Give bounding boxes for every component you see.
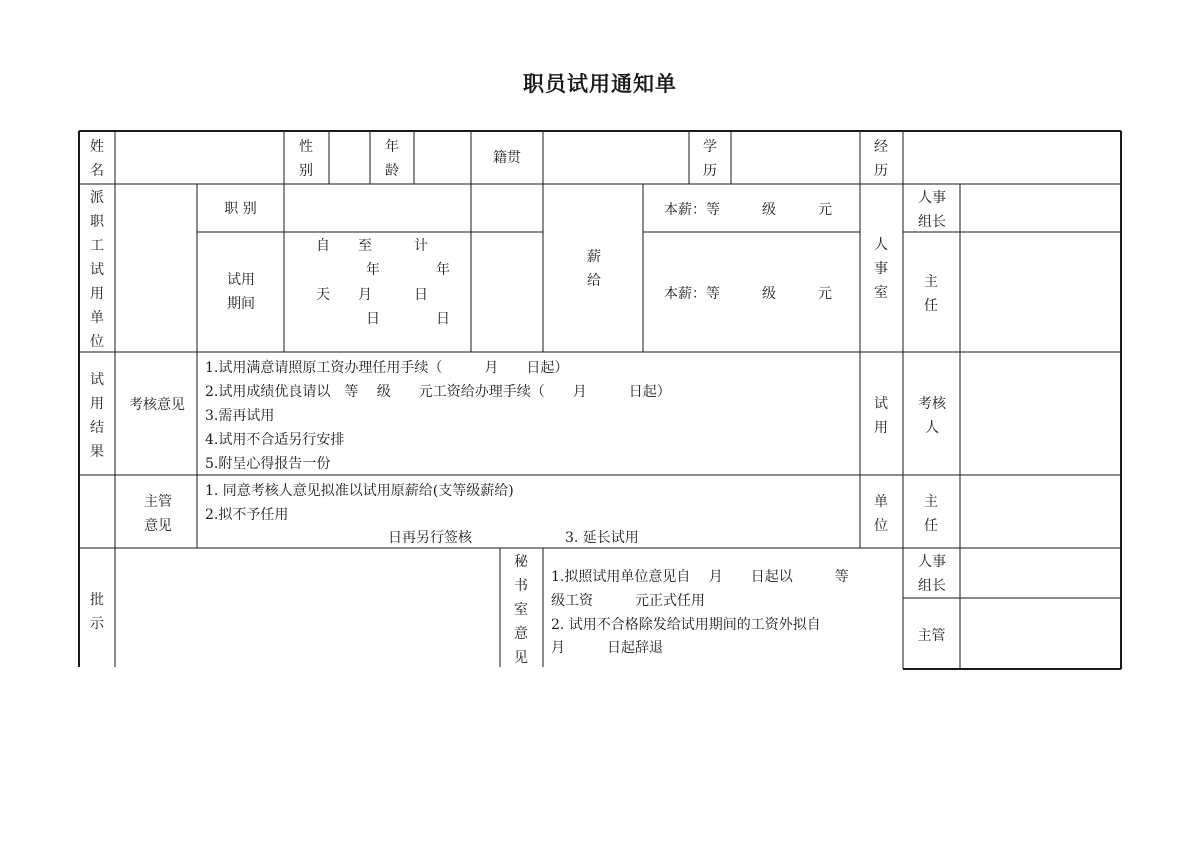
period-line-4: 日 日: [366, 311, 450, 327]
supervisor-opinion-label: 主管意见: [144, 494, 172, 534]
position-label: 职 别: [224, 201, 257, 217]
secretary-opinion-label: 秘书室意见: [514, 554, 528, 666]
hr-team-leader-label: 人事组长: [918, 190, 946, 230]
result-option-2: 2.试用成绩优良请以 等 级 元工资给办理手续（ 月 日起）: [205, 384, 671, 400]
supervisor-line-1: 1. 同意考核人意见拟准以试用原薪给(支等级薪给): [205, 483, 514, 499]
education-label: 学历: [703, 139, 717, 179]
unit-label: 单位: [874, 494, 888, 534]
supervisor-line-3a: 日再另行签核: [388, 530, 472, 546]
period-line-3: 天 月 日: [316, 287, 428, 303]
supervisor-line-3b: 3. 延长试用: [565, 530, 639, 546]
document-title: 职员试用通知单: [523, 72, 677, 96]
base-salary-1: 本薪：等 级 元: [664, 202, 832, 218]
name-label: 姓名: [90, 139, 104, 179]
period-line-1: 自 至 计: [316, 238, 428, 254]
review-opinion-label: 考核意见: [129, 397, 185, 413]
experience-label: 经历: [874, 139, 888, 179]
native-place-label: 籍贯: [493, 150, 521, 166]
reviewer-label: 考核人: [918, 396, 946, 436]
trial-result-label: 试用结果: [90, 372, 104, 460]
result-option-3: 3.需再试用: [205, 408, 275, 424]
supervisor-line-2: 2.拟不予任用: [205, 507, 289, 523]
base-salary-2: 本薪：等 级 元: [664, 286, 832, 302]
secretary-line-2: 级工资 元正式任用: [551, 593, 705, 609]
approval-supervisor-label: 主管: [917, 628, 946, 644]
secretary-line-3: 2. 试用不合格除发给试用期间的工资外拟自: [551, 617, 821, 633]
gender-label: 性别: [299, 139, 313, 179]
probation-period-label: 试用期间: [227, 272, 255, 312]
age-label: 年龄: [385, 139, 399, 179]
salary-label: 薪给: [587, 249, 601, 289]
approval-hr-team-leader-label: 人事组长: [918, 554, 946, 594]
result-option-4: 4.试用不合适另行安排: [205, 432, 345, 448]
approval-label: 批示: [90, 592, 104, 632]
trial-label: 试用: [874, 396, 888, 436]
period-line-2: 年 年: [366, 262, 450, 278]
hr-director-label: 主任: [924, 274, 938, 314]
assigned-unit-label: 派职工试用单位: [90, 190, 104, 350]
hr-office-label: 人事室: [874, 237, 888, 301]
unit-director-label: 主任: [924, 494, 938, 534]
result-option-1: 1.试用满意请照原工资办理任用手续（ 月 日起）: [205, 360, 569, 376]
secretary-line-1: 1.拟照试用单位意见自 月 日起以 等: [551, 569, 849, 585]
secretary-line-4: 月 日起辞退: [551, 640, 663, 656]
result-option-5: 5.附呈心得报告一份: [205, 456, 331, 472]
